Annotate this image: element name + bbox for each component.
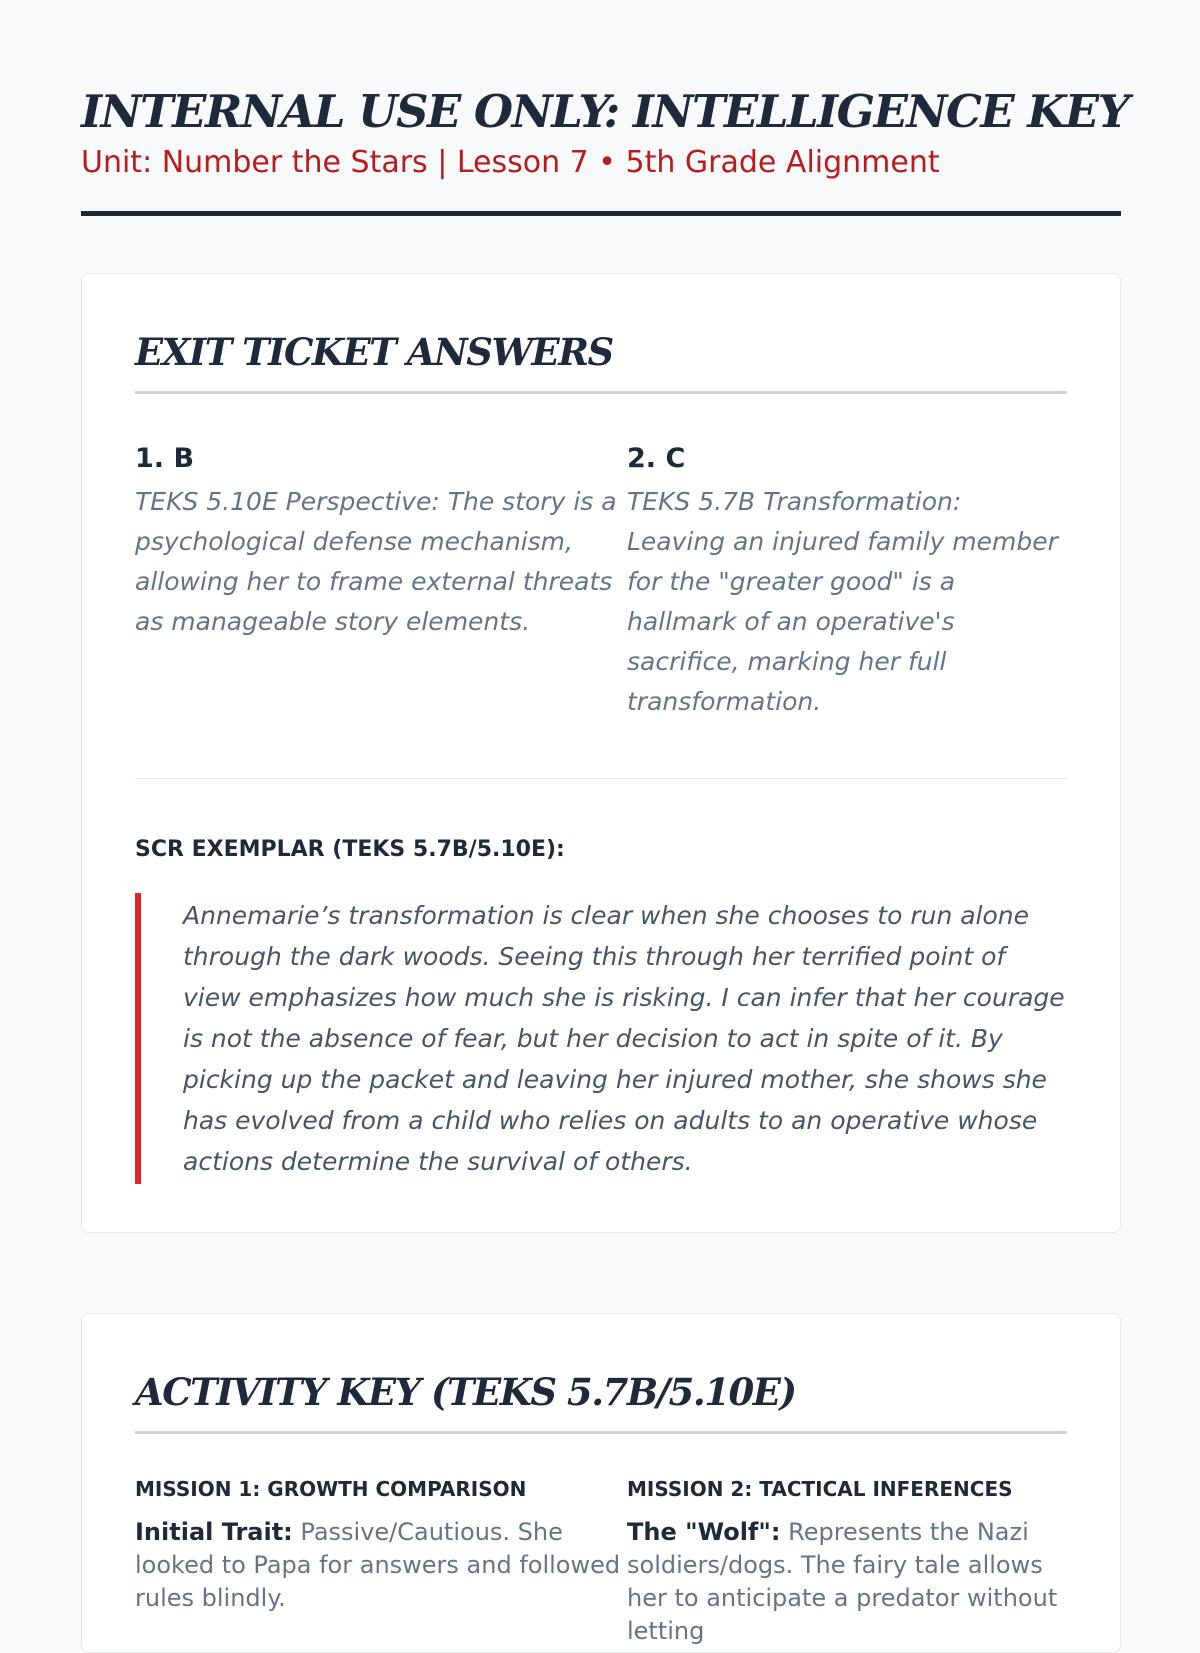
- activity-key-card: [81, 1313, 1121, 1653]
- answer-explanation: TEKS 5.7B Transformation: Leaving an injured family member for the "greater good" is a hallmark of an operative's sacrifice, marking her full transformation.: [627, 487, 1058, 716]
- mission-item: [135, 1476, 627, 1648]
- answer-item: [135, 442, 627, 722]
- mission-body: [627, 1516, 1067, 1648]
- header-divider: [81, 211, 1121, 216]
- activity-key-title: ACTIVITY KEY (TEKS 5.7B/5.10E): [135, 1370, 796, 1414]
- answer-number: 1. B: [135, 443, 195, 474]
- page-title: INTERNAL USE ONLY: INTELLIGENCE KEY: [81, 85, 1129, 138]
- scr-exemplar-quote: Annemarie’s transformation is clear when she chooses to run alone through the dark woods. Seeing this through her terrified point of view emphasizes how much she is risking. I can infer that her courage is not the absence of fear, but her decision to act in spite of it. By picking up the packet and leaving her injured mother, she shows she has evolved from a child who relies on adults to an operative whose actions determine the survival of others.: [135, 893, 1067, 1184]
- page-subtitle: Unit: Number the Stars | Lesson 7 • 5th Grade Alignment: [81, 145, 940, 180]
- section-divider: [135, 1431, 1067, 1434]
- content-divider: [135, 778, 1067, 779]
- page-header: [81, 0, 1129, 216]
- mission-text: Represents the Nazi soldiers/dogs. The fairy tale allows her to anticipate a predator without letting: [627, 1518, 1058, 1645]
- intelligence-key-page: [81, 0, 1129, 1645]
- answer-explanation: TEKS 5.10E Perspective: The story is a psychological defense mechanism, allowing her to frame external threats as manageable story elements.: [135, 487, 617, 636]
- scr-exemplar-label: SCR EXEMPLAR (TEKS 5.7B/5.10E):: [135, 837, 565, 862]
- mission-title: MISSION 2: TACTICAL INFERENCES: [627, 1477, 1013, 1501]
- answer-number: 2. C: [627, 443, 686, 474]
- mission-list: [135, 1476, 1067, 1648]
- answer-list: [135, 442, 1067, 722]
- mission-title: MISSION 1: GROWTH COMPARISON: [135, 1477, 527, 1501]
- exit-ticket-card: [81, 273, 1121, 1233]
- exit-ticket-title: EXIT TICKET ANSWERS: [135, 330, 613, 374]
- mission-term: Initial Trait:: [135, 1518, 293, 1546]
- mission-item: [627, 1476, 1067, 1648]
- answer-item: [627, 442, 1067, 722]
- mission-text: Passive/Cautious. She looked to Papa for answers and followed rules blindly.: [135, 1518, 621, 1612]
- mission-body: [135, 1516, 627, 1615]
- mission-term: The "Wolf":: [627, 1518, 781, 1546]
- section-divider: [135, 391, 1067, 394]
